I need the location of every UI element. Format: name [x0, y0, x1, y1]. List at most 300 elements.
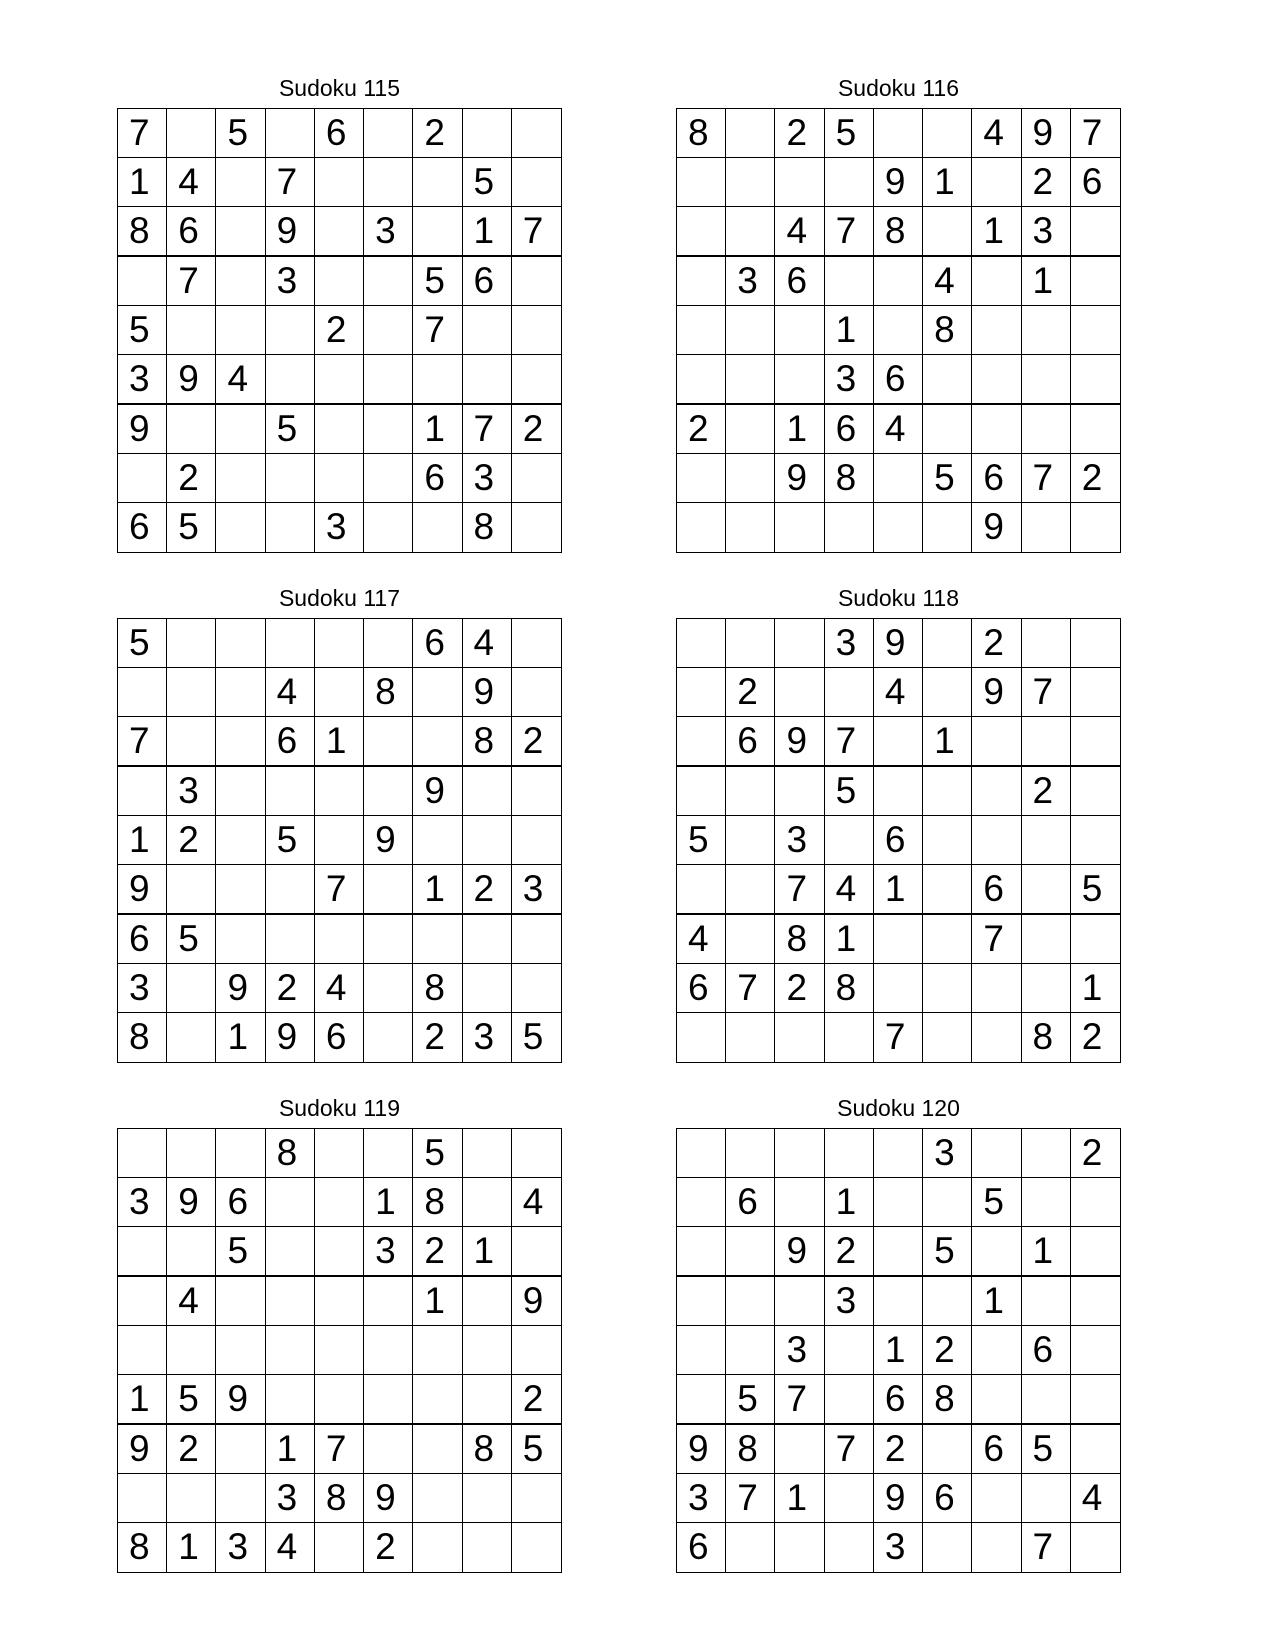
- sudoku-cell: 5: [167, 915, 216, 964]
- sudoku-cell: [413, 1425, 462, 1474]
- sudoku-cell: [167, 1326, 216, 1375]
- sudoku-cell: [266, 1326, 315, 1375]
- sudoku-cell: [167, 668, 216, 717]
- sudoku-cell: 2: [1071, 1129, 1120, 1178]
- sudoku-cell: [1022, 865, 1071, 915]
- sudoku-cell: 6: [972, 865, 1021, 915]
- sudoku-cell: [1022, 915, 1071, 964]
- sudoku-cell: [1071, 257, 1120, 306]
- sudoku-cell: 1: [825, 915, 874, 964]
- sudoku-cell: [167, 717, 216, 767]
- sudoku-cell: [677, 668, 726, 717]
- sudoku-cell: [266, 1178, 315, 1227]
- sudoku-cell: 8: [118, 207, 167, 257]
- sudoku-cell: [677, 355, 726, 405]
- sudoku-cell: [216, 1474, 265, 1523]
- sudoku-cell: [874, 1277, 923, 1326]
- sudoku-cell: [825, 158, 874, 207]
- sudoku-cell: 4: [1071, 1474, 1120, 1523]
- sudoku-cell: [315, 1375, 364, 1425]
- sudoku-cell: [216, 158, 265, 207]
- sudoku-cell: 2: [512, 405, 561, 454]
- sudoku-cell: 4: [266, 668, 315, 717]
- sudoku-cell: [923, 865, 972, 915]
- sudoku-cell: [775, 1013, 824, 1062]
- sudoku-cell: [413, 1474, 462, 1523]
- sudoku-cell: 4: [266, 1523, 315, 1572]
- sudoku-cell: [216, 306, 265, 355]
- sudoku-cell: [1071, 306, 1120, 355]
- sudoku-cell: [512, 816, 561, 865]
- sudoku-cell: [1022, 503, 1071, 552]
- sudoku-cell: 7: [825, 207, 874, 257]
- sudoku-cell: [775, 1277, 824, 1326]
- sudoku-cell: [266, 306, 315, 355]
- sudoku-cell: 2: [1022, 767, 1071, 816]
- sudoku-cell: [216, 207, 265, 257]
- sudoku-cell: [167, 964, 216, 1013]
- sudoku-cell: [726, 1277, 775, 1326]
- sudoku-cell: 6: [118, 503, 167, 552]
- sudoku-cell: 2: [413, 1227, 462, 1277]
- sudoku-cell: 9: [266, 1013, 315, 1062]
- sudoku-cell: [315, 668, 364, 717]
- sudoku-cell: 8: [825, 964, 874, 1013]
- sudoku-cell: [923, 915, 972, 964]
- sudoku-cell: 6: [972, 454, 1021, 503]
- sudoku-cell: [726, 503, 775, 552]
- sudoku-cell: [266, 503, 315, 552]
- sudoku-cell: [923, 619, 972, 668]
- sudoku-cell: 1: [216, 1013, 265, 1062]
- sudoku-cell: 6: [825, 405, 874, 454]
- sudoku-cell: [167, 865, 216, 915]
- sudoku-cell: [364, 355, 413, 405]
- sudoku-cell: [1022, 1375, 1071, 1425]
- sudoku-cell: [923, 1425, 972, 1474]
- sudoku-cell: 9: [775, 454, 824, 503]
- sudoku-cell: 5: [118, 306, 167, 355]
- sudoku-cell: [315, 619, 364, 668]
- sudoku-cell: [825, 1013, 874, 1062]
- sudoku-cell: [972, 405, 1021, 454]
- sudoku-cell: [1022, 355, 1071, 405]
- sudoku-cell: 2: [315, 306, 364, 355]
- sudoku-cell: 1: [825, 1178, 874, 1227]
- sudoku-cell: [825, 1523, 874, 1572]
- sudoku-cell: [1071, 207, 1120, 257]
- sudoku-cell: [677, 1277, 726, 1326]
- sudoku-cell: [512, 109, 561, 158]
- sudoku-cell: 5: [923, 1227, 972, 1277]
- sudoku-cell: 5: [1071, 865, 1120, 915]
- sudoku-cell: [677, 1326, 726, 1375]
- sudoku-cell: 8: [463, 503, 512, 552]
- sudoku-cell: [463, 1375, 512, 1425]
- sudoku-cell: 9: [874, 158, 923, 207]
- sudoku-cell: 3: [512, 865, 561, 915]
- sudoku-cell: [972, 158, 1021, 207]
- sudoku-cell: [167, 306, 216, 355]
- sudoku-cell: [923, 405, 972, 454]
- sudoku-grid: [676, 1128, 1121, 1573]
- sudoku-cell: 9: [118, 865, 167, 915]
- sudoku-cell: [266, 767, 315, 816]
- sudoku-cell: 1: [118, 1375, 167, 1425]
- sudoku-cell: [216, 717, 265, 767]
- sudoku-cell: 7: [726, 964, 775, 1013]
- sudoku-cell: 8: [677, 109, 726, 158]
- sudoku-cell: [216, 668, 265, 717]
- sudoku-cell: [118, 257, 167, 306]
- sudoku-cell: 2: [677, 405, 726, 454]
- sudoku-cell: 1: [923, 717, 972, 767]
- sudoku-cell: 5: [923, 454, 972, 503]
- sudoku-cell: 3: [364, 1227, 413, 1277]
- sudoku-cell: [118, 454, 167, 503]
- sudoku-cell: [167, 1013, 216, 1062]
- sudoku-cell: [167, 1129, 216, 1178]
- sudoku-cell: 2: [1071, 454, 1120, 503]
- sudoku-cell: 3: [825, 355, 874, 405]
- sudoku-cell: [677, 503, 726, 552]
- sudoku-cell: 4: [315, 964, 364, 1013]
- sudoku-cell: 2: [512, 717, 561, 767]
- sudoku-cell: [677, 1178, 726, 1227]
- puzzle-title: Sudoku 120: [837, 1095, 960, 1121]
- sudoku-cell: [512, 306, 561, 355]
- sudoku-cell: [512, 1326, 561, 1375]
- sudoku-cell: [364, 619, 413, 668]
- sudoku-cell: 9: [413, 767, 462, 816]
- sudoku-cell: [726, 619, 775, 668]
- sudoku-cell: 3: [677, 1474, 726, 1523]
- sudoku-cell: [463, 1326, 512, 1375]
- sudoku-cell: 3: [1022, 207, 1071, 257]
- sudoku-cell: [1071, 355, 1120, 405]
- sudoku-cell: 1: [972, 207, 1021, 257]
- sudoku-cell: [216, 767, 265, 816]
- sudoku-cell: [266, 109, 315, 158]
- sudoku-cell: [677, 1375, 726, 1425]
- sudoku-cell: [972, 1013, 1021, 1062]
- sudoku-cell: 4: [874, 668, 923, 717]
- sudoku-cell: [315, 158, 364, 207]
- sudoku-cell: [315, 767, 364, 816]
- sudoku-cell: [315, 355, 364, 405]
- sudoku-cell: [413, 1523, 462, 1572]
- sudoku-cell: 9: [364, 816, 413, 865]
- sudoku-cell: 2: [413, 109, 462, 158]
- sudoku-cell: [1071, 1277, 1120, 1326]
- sudoku-cell: 2: [775, 109, 824, 158]
- sudoku-cell: 9: [775, 717, 824, 767]
- sudoku-cell: [364, 964, 413, 1013]
- sudoku-cell: [972, 257, 1021, 306]
- sudoku-cell: [726, 1326, 775, 1375]
- sudoku-cell: [726, 1227, 775, 1277]
- sudoku-cell: 2: [413, 1013, 462, 1062]
- sudoku-cell: 5: [463, 158, 512, 207]
- sudoku-cell: [1071, 503, 1120, 552]
- sudoku-cell: [775, 1425, 824, 1474]
- puzzle-title: Sudoku 117: [278, 585, 401, 611]
- sudoku-cell: [825, 257, 874, 306]
- sudoku-cell: 8: [874, 207, 923, 257]
- sudoku-cell: [1022, 1277, 1071, 1326]
- sudoku-cell: 4: [463, 619, 512, 668]
- sudoku-cell: 1: [874, 865, 923, 915]
- sudoku-cell: [677, 306, 726, 355]
- sudoku-cell: 6: [726, 1178, 775, 1227]
- sudoku-cell: [512, 158, 561, 207]
- sudoku-cell: 9: [167, 1178, 216, 1227]
- sudoku-cell: [677, 619, 726, 668]
- sudoku-cell: [775, 1129, 824, 1178]
- sudoku-cell: [972, 306, 1021, 355]
- sudoku-cell: 7: [315, 1425, 364, 1474]
- sudoku-cell: 9: [167, 355, 216, 405]
- sudoku-cell: [315, 405, 364, 454]
- sudoku-cell: [726, 405, 775, 454]
- sudoku-cell: 2: [167, 816, 216, 865]
- sudoku-cell: 6: [677, 1523, 726, 1572]
- sudoku-cell: 3: [923, 1129, 972, 1178]
- sudoku-cell: [923, 355, 972, 405]
- sudoku-cell: 5: [512, 1425, 561, 1474]
- sudoku-cell: 7: [118, 109, 167, 158]
- sudoku-cell: [216, 454, 265, 503]
- sudoku-cell: [726, 767, 775, 816]
- sudoku-cell: 3: [118, 355, 167, 405]
- sudoku-cell: [825, 503, 874, 552]
- sudoku-cell: 5: [825, 767, 874, 816]
- sudoku-cell: [1071, 1523, 1120, 1572]
- sudoku-cell: 5: [1022, 1425, 1071, 1474]
- sudoku-cell: [972, 1129, 1021, 1178]
- sudoku-cell: 8: [775, 915, 824, 964]
- sudoku-cell: [266, 1277, 315, 1326]
- sudoku-cell: [1022, 306, 1071, 355]
- sudoku-cell: [923, 1178, 972, 1227]
- sudoku-cell: [315, 454, 364, 503]
- sudoku-cell: [677, 207, 726, 257]
- sudoku-cell: 6: [677, 964, 726, 1013]
- sudoku-cell: [923, 668, 972, 717]
- sudoku-cell: 6: [118, 915, 167, 964]
- sudoku-cell: [726, 158, 775, 207]
- sudoku-cell: [1071, 816, 1120, 865]
- sudoku-cell: [726, 306, 775, 355]
- sudoku-cell: [118, 1474, 167, 1523]
- sudoku-cell: 9: [216, 1375, 265, 1425]
- sudoku-cell: [726, 816, 775, 865]
- sudoku-cell: [364, 257, 413, 306]
- sudoku-cell: 1: [1022, 257, 1071, 306]
- sudoku-cell: 3: [118, 1178, 167, 1227]
- sudoku-cell: [315, 915, 364, 964]
- sudoku-cell: 2: [463, 865, 512, 915]
- sudoku-cell: [677, 865, 726, 915]
- sudoku-cell: [167, 1474, 216, 1523]
- sudoku-cell: 7: [1022, 1523, 1071, 1572]
- sudoku-cell: 2: [726, 668, 775, 717]
- sudoku-grid: [117, 108, 562, 553]
- sudoku-cell: 2: [364, 1523, 413, 1572]
- sudoku-cell: [266, 619, 315, 668]
- sudoku-cell: [972, 1326, 1021, 1375]
- sudoku-cell: [315, 257, 364, 306]
- sudoku-cell: [972, 1227, 1021, 1277]
- sudoku-cell: [315, 816, 364, 865]
- sudoku-cell: 7: [413, 306, 462, 355]
- sudoku-cell: [364, 158, 413, 207]
- sudoku-cell: [972, 355, 1021, 405]
- sudoku-cell: [923, 109, 972, 158]
- sudoku-cell: 7: [874, 1013, 923, 1062]
- sudoku-cell: 9: [972, 503, 1021, 552]
- sudoku-cell: 9: [972, 668, 1021, 717]
- sudoku-cell: [874, 1129, 923, 1178]
- sudoku-cell: 8: [923, 1375, 972, 1425]
- sudoku-cell: [512, 1129, 561, 1178]
- sudoku-cell: 8: [364, 668, 413, 717]
- sudoku-cell: [364, 865, 413, 915]
- puzzle-title: Sudoku 115: [278, 75, 401, 101]
- sudoku-cell: 7: [463, 405, 512, 454]
- sudoku-cell: [972, 717, 1021, 767]
- sudoku-cell: [463, 355, 512, 405]
- sudoku-cell: 6: [1022, 1326, 1071, 1375]
- sudoku-cell: [512, 619, 561, 668]
- sudoku-cell: 7: [1022, 454, 1071, 503]
- sudoku-cell: [512, 964, 561, 1013]
- sudoku-cell: [364, 109, 413, 158]
- sudoku-cell: [972, 1523, 1021, 1572]
- sudoku-cell: [463, 1129, 512, 1178]
- sudoku-cell: 7: [1071, 109, 1120, 158]
- sudoku-cell: [315, 1326, 364, 1375]
- sudoku-cell: 2: [972, 619, 1021, 668]
- sudoku-cell: [923, 767, 972, 816]
- sudoku-cell: 3: [364, 207, 413, 257]
- sudoku-cell: 7: [775, 1375, 824, 1425]
- sudoku-cell: [315, 207, 364, 257]
- sudoku-cell: 8: [315, 1474, 364, 1523]
- sudoku-cell: 8: [825, 454, 874, 503]
- sudoku-cell: 2: [512, 1375, 561, 1425]
- sudoku-cell: 7: [118, 717, 167, 767]
- sudoku-cell: 1: [463, 207, 512, 257]
- sudoku-cell: 7: [167, 257, 216, 306]
- sudoku-cell: 5: [726, 1375, 775, 1425]
- sudoku-cell: [216, 1129, 265, 1178]
- sudoku-cell: 4: [972, 109, 1021, 158]
- sudoku-cell: [775, 767, 824, 816]
- sudoku-cell: 6: [1071, 158, 1120, 207]
- sudoku-cell: [118, 767, 167, 816]
- sudoku-cell: 6: [923, 1474, 972, 1523]
- sudoku-cell: [874, 503, 923, 552]
- sudoku-cell: [364, 454, 413, 503]
- sudoku-cell: 8: [463, 1425, 512, 1474]
- sudoku-cell: 2: [923, 1326, 972, 1375]
- sudoku-cell: [677, 1013, 726, 1062]
- sudoku-cell: 1: [775, 1474, 824, 1523]
- puzzle-title: Sudoku 118: [837, 585, 960, 611]
- sudoku-cell: 4: [775, 207, 824, 257]
- sudoku-cell: 7: [1022, 668, 1071, 717]
- sudoku-cell: 5: [677, 816, 726, 865]
- sudoku-cell: [364, 1129, 413, 1178]
- sudoku-cell: 1: [775, 405, 824, 454]
- sudoku-grid: [676, 108, 1121, 553]
- sudoku-cell: [364, 1375, 413, 1425]
- sudoku-cell: 1: [1022, 1227, 1071, 1277]
- sudoku-cell: [726, 355, 775, 405]
- sudoku-cell: [364, 1013, 413, 1062]
- sudoku-cell: [1022, 1129, 1071, 1178]
- sudoku-cell: 7: [726, 1474, 775, 1523]
- sudoku-cell: 5: [413, 257, 462, 306]
- sudoku-cell: [923, 816, 972, 865]
- sudoku-cell: [463, 767, 512, 816]
- sudoku-cell: [1071, 668, 1120, 717]
- sudoku-cell: [315, 1178, 364, 1227]
- sudoku-cell: [775, 619, 824, 668]
- sudoku-cell: [923, 1523, 972, 1572]
- sudoku-cell: 2: [874, 1425, 923, 1474]
- sudoku-cell: 4: [825, 865, 874, 915]
- sudoku-cell: 1: [463, 1227, 512, 1277]
- sudoku-cell: 6: [315, 109, 364, 158]
- sudoku-cell: 4: [677, 915, 726, 964]
- sudoku-cell: 8: [923, 306, 972, 355]
- sudoku-cell: [874, 1178, 923, 1227]
- sudoku-cell: [364, 306, 413, 355]
- sudoku-cell: [972, 964, 1021, 1013]
- sudoku-cell: 1: [413, 1277, 462, 1326]
- sudoku-cell: 6: [726, 717, 775, 767]
- sudoku-cell: [726, 1523, 775, 1572]
- sudoku-cell: 5: [216, 109, 265, 158]
- sudoku-cell: [315, 1523, 364, 1572]
- sudoku-cell: [364, 1277, 413, 1326]
- sudoku-cell: 8: [413, 1178, 462, 1227]
- sudoku-cell: 4: [167, 1277, 216, 1326]
- sudoku-cell: 3: [874, 1523, 923, 1572]
- sudoku-cell: [364, 405, 413, 454]
- sudoku-cell: [463, 1523, 512, 1572]
- sudoku-cell: 9: [1022, 109, 1071, 158]
- sudoku-cell: 3: [825, 619, 874, 668]
- sudoku-cell: [1071, 767, 1120, 816]
- sudoku-cell: 3: [726, 257, 775, 306]
- sudoku-cell: 6: [874, 1375, 923, 1425]
- sudoku-cell: [463, 306, 512, 355]
- sudoku-cell: [463, 1178, 512, 1227]
- sudoku-cell: 6: [874, 355, 923, 405]
- sudoku-cell: [266, 454, 315, 503]
- sudoku-cell: [364, 767, 413, 816]
- sudoku-cell: 9: [118, 405, 167, 454]
- sudoku-cell: [726, 109, 775, 158]
- sudoku-cell: [118, 1326, 167, 1375]
- sudoku-cell: [266, 865, 315, 915]
- sudoku-cell: 9: [364, 1474, 413, 1523]
- sudoku-cell: 8: [118, 1013, 167, 1062]
- sudoku-cell: [677, 717, 726, 767]
